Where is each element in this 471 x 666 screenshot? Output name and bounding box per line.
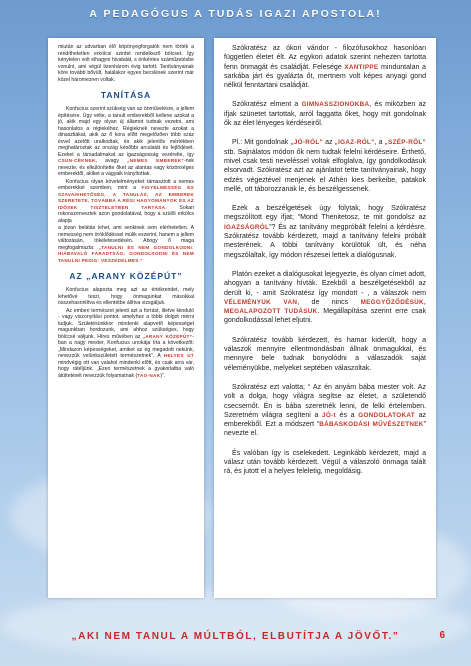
section-title-teaching: TANÍTÁSA [100,90,152,100]
right-paragraph-7: Szókratész ezt valotta; “ Az én anyám bába mester volt. Az volt a dolga, hogy világra segítse az életet, a születendő csecsemőt. Én is bába szeretnék lenni, de lelki értelemben. Szeretném világra segíteni a JÓ-t és a GONDOLATOKAT az emberekből. Ezt a módszert “BÁBASKODÁSI MŰVÉSZETNEK” nevezte el. [224,383,427,438]
right-paragraph-6: Szókratész tovább kérdezett, és hamar kiderült, hogy a válaszok mennyire ellentmondásban állnak önmagukkal, és mennyire bele tudnak bonyolódni a válaszadók saját véleményükbe, melyeket septében válaszoltak. [224,336,426,372]
right-paragraph-8: És valóban így is cselekedett. Leginkább kérdezett, majd a válasz után tovább kérdezett. Végül a válaszoló önmaga talált rá, és jutott el a helyes feleletig, megoldásig. [224,449,426,476]
right-paragraph-4: Ezek a beszélgetések úgy folytak, hogy Szókratész megszólított egy ifjat; “Mond Thenitetosz, te mit gondolsz az IGAZSÁGRÓL”? És az tanítvány megpróbált felelni a kérdésre. Szókratész tovább kérdezett, majd a tanítvány felelni próbált mesterének. A többi tanítvány körülötük ült, és néha megszólaltak, így módon részesei lettek a dialógusnak. [224,205,426,259]
page-header [0,0,471,28]
teaching-paragraph-1: Konfucius szerint szükség van az önművelésre, a jellem építésére. Úgy vélte, a tanult emberekből kellene azokat a jó, akik majd egy olyan új államot tudnak vezetni, ami hasonlatos a régiekéhez. Régieknek nevezte azokat a dinasztiákat, akik az ő kora előtt megelőzően több száz évvel azelőtt uralkodtak, és akik jelentős mértékben meghatároztak az ország későbbi arculatát és fejlődését. Ezeket a társadalmakat az igazságosság vezérelte, így CSÚN-CÉKNEK, avagy „NEMES EMBEREK”-nek nevezte, és elkülönítette őket az alantas vagy közönséges emberektől, akiket a vágyaik irányítottak. [58,106,195,177]
intro-paragraph: miután az udvarban élő köpönyegforgatók nem törték a rendíthetetlen erkölcsi szintet rendelkező bölcset. Így kénytelen volt elhagyni hivatalát, s önkéntes száműzetésbe vonulni, ami végül tizenhárom évig tartott. Tanítványainak köre tovább bővült, halálakor egyes becslések szerint már közel háromezren voltak. [58,44,194,83]
right-column [214,38,436,598]
header-title: A PEDAGÓGUS A TUDÁS IGAZI APOSTOLA! [89,8,382,20]
left-column [48,38,204,598]
teaching-paragraph-2: Konfucius olyan követelményeket támasztott a nemes emberekkel szemben, mint a FIGYELMESSÉG ÉS SZAVAHIHETŐSÉG, A TANULÁS, AZ EMBEREK SZERETETE, TOVÁBBÁ A RÉGI HAGYOMÁNYOK ÉS AZ IDŐSEK TISZTELETBEN TARTÁSA. Sokan rokonszenveztek azon gondolatával, hogy a szülői erkölcs alapja [58,178,194,224]
right-paragraph-1: Szókratész az ókori vándor - filozófusokhoz hasonlóan független életet élt. Az egykori adatok szerint nehezen tartotta fenn önmagát és családját. Felesége XANTIPPE minduntalan a sarkába járt és gyalázta őt, mertnem volt képes anyagi gond nélkül fenntartani családját. [224,45,426,90]
teaching-paragraph-3: a józan belátás lehet, ami senkinek sem elérhetetlen. A nemesség nem öröklődéssel múlik eszerint, hanem a jellem változásán, tökéletesedésén. Ahogy ő maga megfogalmazta: „TANULNI ÉS NEM GONDOLKODNI: HIÁBAVALÓ FÁRADTSÁG; GONDOLKODNI ÉS NEM TANULNI PEDIG: VESZEDELMES.” [58,225,195,263]
golden-mean-paragraph-1: Konfucius alapozta meg azt az értékrendet, mely lehetővé teszi, hogy önmagunkat másokkal összehasonlítva és ellentétbe állítva vizsgáljuk. [58,287,194,306]
golden-mean-paragraph-2: Az emberi természet jelenti azt a forrást, illetve kiinduló - vagy viszonyítási pontot, amelyhez a többi dolgot mérni tudjuk. Születésünkkor mindenki alapvető képességet magunkban hordozunk, ami ahhoz szükséges, hogy bölccsé váljunk. Híres művében az „ARANY KÖZÉPÚT”-ban a nagy mester, Konfucius unokája írta a következőt: „Mindazon képességeket, amiket az ég megadott nekünk, nevezzük velünkszületett természetnek”. A HELYES ÚT mindvégig ott van valahol mindenki előtt, és csak arra vár, hogy rátéljünk. „Ezen természetnek a gyakorlatba való átültetését nevezzük folyamatnak (TAO-NAK)”. [58,307,194,379]
footer-quote: „AKI NEM TANUL A MÚLTBÓL, ELBUTÍTJA A JÖVŐT.” [71,630,400,642]
page-number: 6 [439,630,445,641]
right-paragraph-5: Platón ezeket a dialógusokat lejegyezte, és olyan címet adott, ahogyan a tanítvány hívták. Ezekből a beszélgetésekből az derült ki, - amit Szókratész így mondott - , a válaszok nem VÉLEMÉNYÜK VAN, de nincs MEGGYŐZŐDÉSÜK, MEGALAPOZOTT TUDÁSUK. Megállapítása szerint erre csak gondolkodással lehet eljutni. [224,270,426,325]
section-title-golden-mean: AZ „ARANY KÖZÉPÚT” [69,271,183,281]
right-paragraph-2: Szókratész elment a GIMNASSZIONOKBA, és miközben az ifjak szünetet tartottak, arról faggatta őket, hogy mit gondolnak ők az élet lényeges kérdéseiről. [224,101,426,128]
page-footer [0,622,471,650]
right-paragraph-3: Pl.: Mit gondolnak „JÓ-RÓL” az „IGAZ-RÓL”, a „SZÉP-RŐL” stb. Sajnálatos módon ők nem tudtak felelni kérdéseire. Érthető, mivel csak testi neveléssel voltak elfoglalva, így gondolkodásuk elsorvadt. Szókratész azt az ajánlatot tette tanítványainak, hogy edzés végeztével menjenek el Athén kies berkeibe, patakok mellé, ott táborozzanak le, és beszélgessenek. [224,139,426,193]
